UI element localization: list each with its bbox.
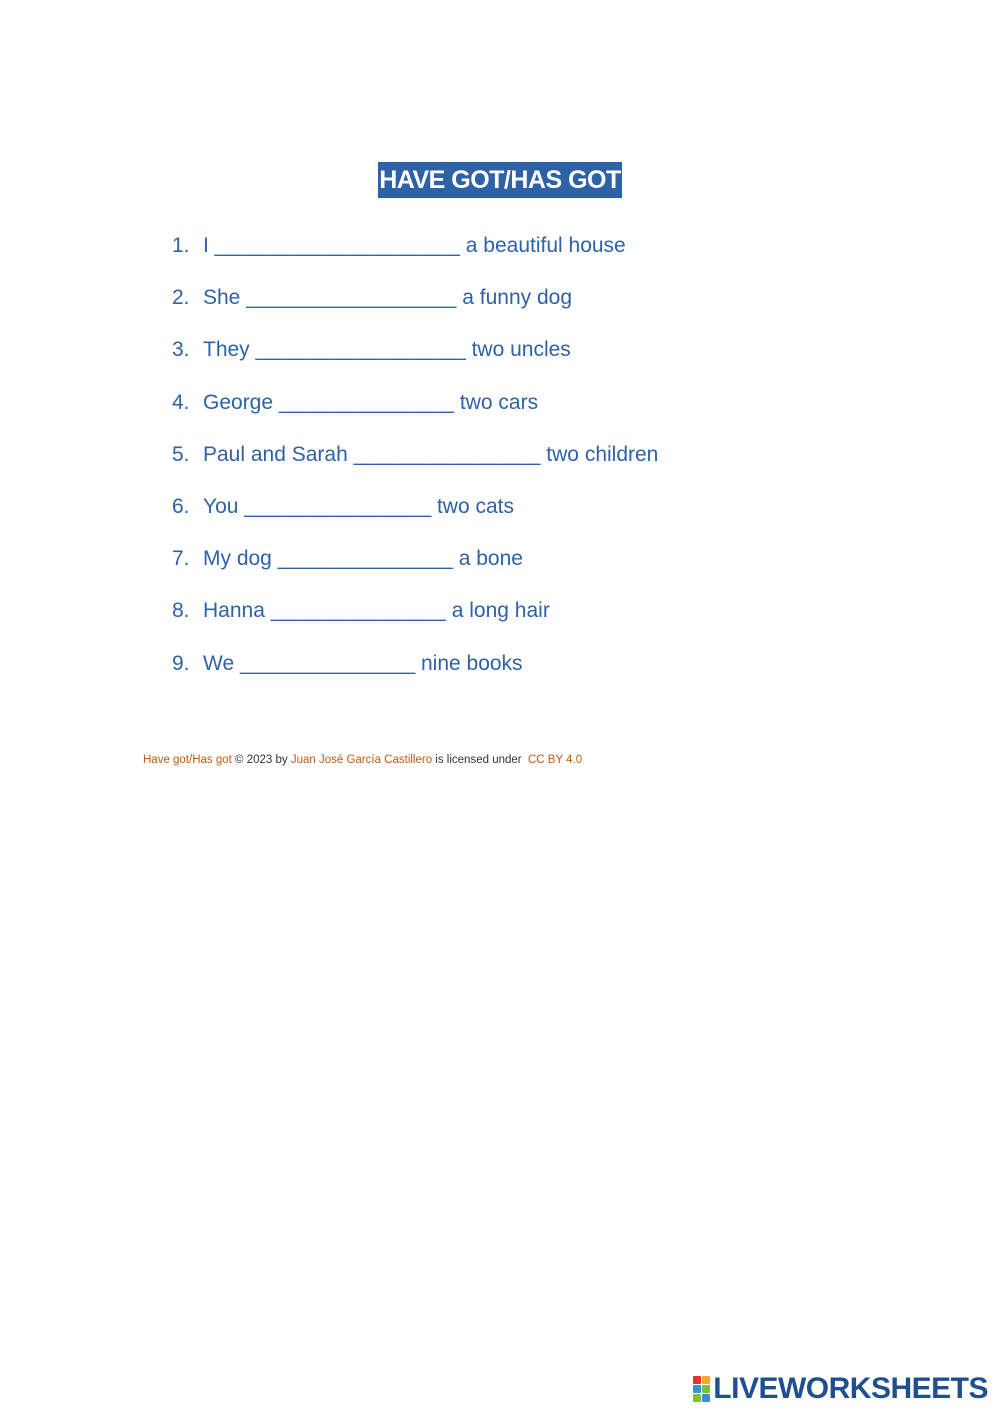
brand-name: LIVEWORKSHEETS <box>713 1372 988 1405</box>
logo-square <box>693 1385 701 1393</box>
item-sentence: My dog _______________ a bone <box>203 547 523 571</box>
item-number: 8. <box>172 599 190 623</box>
item-sentence: George _______________ two cars <box>203 390 539 414</box>
exercise-item-2 <box>172 272 658 324</box>
item-sentence: They __________________ two uncles <box>203 338 571 362</box>
title-container <box>0 162 1000 198</box>
logo-square <box>693 1376 701 1384</box>
exercise-item-6 <box>172 481 658 533</box>
logo-square <box>702 1385 710 1393</box>
exercise-item-9 <box>172 638 658 690</box>
exercise-item-8 <box>172 585 658 637</box>
worksheet-title: HAVE GOT/HAS GOT <box>378 162 622 198</box>
item-number: 5. <box>172 442 190 466</box>
exercise-item-3 <box>172 324 658 376</box>
item-sentence: We _______________ nine books <box>203 651 523 675</box>
item-number: 6. <box>172 495 190 519</box>
copyright-text: © 2023 by <box>231 754 291 766</box>
exercise-list <box>172 220 658 690</box>
logo-square <box>702 1376 710 1384</box>
item-number: 2. <box>172 286 190 310</box>
liveworksheets-icon <box>693 1376 710 1402</box>
item-sentence: I _____________________ a beautiful house <box>203 234 626 258</box>
licensed-text: is licensed under <box>432 754 528 766</box>
item-number: 7. <box>172 547 190 571</box>
item-number: 1. <box>172 234 190 258</box>
item-number: 9. <box>172 651 190 675</box>
license-link[interactable]: CC BY 4.0 <box>528 754 583 766</box>
item-number: 3. <box>172 338 190 362</box>
exercise-item-7 <box>172 533 658 585</box>
item-sentence: Hanna _______________ a long hair <box>203 599 550 623</box>
item-sentence: You ________________ two cats <box>203 495 515 519</box>
exercise-item-5 <box>172 429 658 481</box>
exercise-item-1 <box>172 220 658 272</box>
item-sentence: Paul and Sarah ________________ two children <box>203 442 659 466</box>
exercise-item-4 <box>172 377 658 429</box>
liveworksheets-logo <box>693 1372 988 1406</box>
author-link[interactable]: Juan José García Castillero <box>290 754 433 766</box>
item-sentence: She __________________ a funny dog <box>203 286 573 310</box>
item-number: 4. <box>172 390 190 414</box>
work-title-link[interactable]: Have got/Has got <box>143 754 232 766</box>
logo-square <box>702 1394 710 1402</box>
license-footer <box>143 754 582 766</box>
logo-square <box>693 1394 701 1402</box>
